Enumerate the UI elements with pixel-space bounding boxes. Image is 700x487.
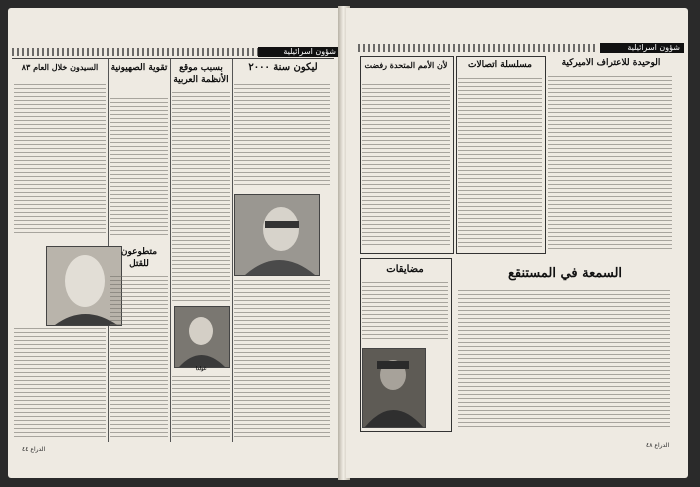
article-right-3 — [362, 60, 450, 71]
portrait-photo-man-glasses — [234, 194, 320, 276]
headline: مسلسلة اتصالات — [468, 60, 532, 70]
article-left-4 — [14, 62, 106, 73]
left-page — [8, 8, 342, 478]
article-right-1 — [548, 58, 674, 69]
page-folio-right: الدراع ٤٨ — [646, 442, 670, 449]
right-page — [346, 8, 688, 478]
photo-soldier — [362, 348, 426, 428]
headline: السمعة في المستنقع — [507, 266, 623, 281]
section-label-left: شؤون اسرائيلية — [258, 47, 340, 57]
headline: بسبب موقع الأنظمة العربية — [173, 63, 229, 85]
article-right-2 — [458, 60, 542, 71]
photo-caption: غولدا — [195, 366, 207, 372]
header-pattern — [358, 44, 598, 52]
article-right-5 — [458, 266, 672, 281]
headline: تقوية الصهيونية — [110, 63, 168, 73]
headline: الوحيدة للاعتراف الأميركية — [561, 58, 661, 68]
article-left-3 — [110, 62, 168, 74]
headline: لأن الأمم المتحدة رفضت — [364, 60, 448, 70]
article-right-4 — [362, 264, 448, 275]
article-left-5 — [110, 246, 168, 270]
headline: مضايقات — [386, 264, 424, 275]
portrait-photo-woman — [174, 306, 230, 368]
section-label-right: شؤون اسرائيلية — [600, 43, 684, 53]
headline: متطوعون للقتل — [120, 247, 158, 269]
headline: ليكون سنة ٢٠٠٠ — [248, 62, 318, 73]
headline: السيدون خلال العام ٨٣ — [21, 62, 99, 72]
article-left-1 — [234, 62, 332, 73]
article-left-2 — [172, 62, 230, 86]
header-pattern — [12, 48, 258, 56]
page-folio-left: الدراع ٤٤ — [22, 446, 46, 453]
